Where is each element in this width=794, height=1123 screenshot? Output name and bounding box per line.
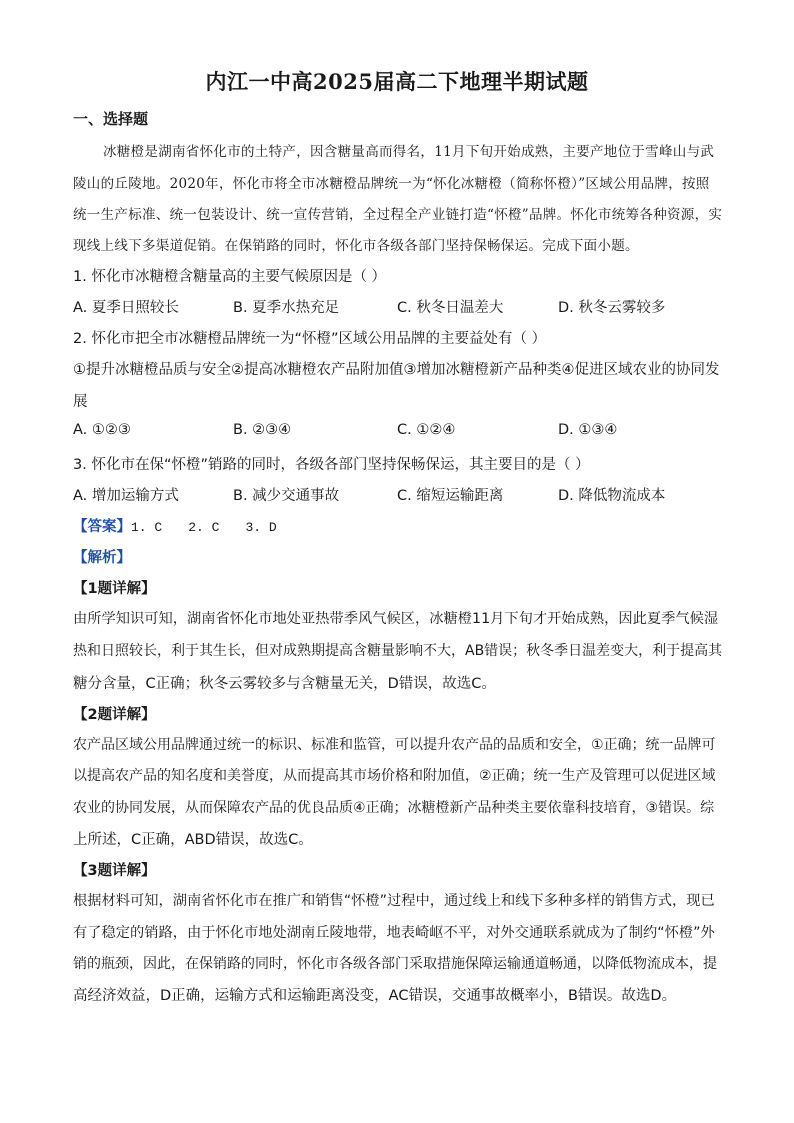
detail-heading: 【1题详解】 <box>73 581 156 597</box>
detail-line: 高经济效益，D正确，运输方式和运输距离没变，AC错误，交通事故概率小，B错误。故选D。 <box>73 988 677 1004</box>
question-stem: 3. 怀化市在保“怀橙”销路的同时，各级各部门坚持保畅保运，其主要目的是（ ） <box>73 457 590 473</box>
question-stem-extra: ①提升冰糖橙品质与安全②提高冰糖橙农产品附加值③增加冰糖橙新产品种类④促进区域农业的协同发 <box>73 362 720 378</box>
detail-line: 糖分含量，C正确；秋冬云雾较多与含糖量无关，D错误，故选C。 <box>73 676 496 692</box>
option-b: B. 减少交通事故 <box>233 488 340 504</box>
section-heading: 一、选择题 <box>73 110 149 128</box>
passage-line: 现线上线下多渠道促销。在保销路的同时，怀化市各级各部门坚持保畅保运。完成下面小题。 <box>73 238 639 254</box>
detail-line: 根据材料可知，湖南省怀化市在推广和销售“怀橙”过程中，通过线上和线下多种多样的销售方式，现已 <box>73 893 715 909</box>
option-b: B. 夏季水热充足 <box>233 300 340 316</box>
option-c: C. 缩短运输距离 <box>397 488 504 504</box>
option-c: C. ①②④ <box>397 422 456 438</box>
question-stem-extra: 展 <box>73 394 88 410</box>
analysis-label: 【解析】 <box>73 550 131 566</box>
answer-label: 【答案】 <box>73 519 131 535</box>
detail-line: 有了稳定的销路，由于怀化市地处湖南丘陵地带，地表崎岖不平，对外交通联系就成为了制约“怀橙”外 <box>73 925 715 941</box>
option-d: D. 降低物流成本 <box>558 488 666 504</box>
passage-line: 冰糖橙是湖南省怀化市的土特产，因含糖量高而得名，11月下旬开始成熟，主要产地位于雪峰山与武 <box>103 144 715 160</box>
detail-heading: 【3题详解】 <box>73 863 156 879</box>
answer-row <box>73 515 277 536</box>
detail-line: 农产品区域公用品牌通过统一的标识、标准和监管，可以提升农产品的品质和安全，①正确；统一品牌可 <box>73 737 716 753</box>
option-d: D. ①③④ <box>558 422 618 438</box>
option-a: A. 增加运输方式 <box>73 488 179 504</box>
answer-value: 2. C <box>188 520 220 535</box>
detail-line: 销的瓶颈，因此，在保销路的同时，怀化市各级各部门采取措施保障运输通道畅通，以降低物流成本，提 <box>73 956 717 972</box>
passage-line: 陵山的丘陵地。2020年，怀化市将全市冰糖橙品牌统一为“怀化冰糖橙（简称怀橙）”区域公用品牌，按照 <box>73 176 710 192</box>
detail-line: 由所学知识可知，湖南省怀化市地处亚热带季风气候区，冰糖橙11月下旬才开始成熟，因此夏季气候湿 <box>73 611 719 627</box>
detail-heading: 【2题详解】 <box>73 707 156 723</box>
answer-value: 3. D <box>245 520 277 535</box>
detail-line: 上所述，C正确，ABD错误，故选C。 <box>73 832 313 848</box>
passage-line: 统一生产标准、统一包装设计、统一宣传营销，全过程全产业链打造“怀橙”品牌。怀化市统筹各种资源，实 <box>73 207 723 223</box>
detail-line: 热和日照较长，利于其生长，但对成熟期提高含糖量影响不大，AB错误；秋冬季日温差变大，利于提高其 <box>73 643 723 659</box>
option-a: A. 夏季日照较长 <box>73 300 179 316</box>
question-stem: 1. 怀化市冰糖橙含糖量高的主要气候原因是（ ） <box>73 269 387 285</box>
option-c: C. 秋冬日温差大 <box>397 300 504 316</box>
option-a: A. ①②③ <box>73 422 131 438</box>
answer-value: 1. C <box>131 520 163 535</box>
option-d: D. 秋冬云雾较多 <box>558 300 666 316</box>
detail-line: 以提高农产品的知名度和美誉度，从而提高其市场价格和附加值，②正确；统一生产及管理可以促进区域 <box>73 768 716 784</box>
detail-line: 农业的协同发展，从而保障农产品的优良品质④正确；冰糖橙新产品种类主要依靠科技培育，③错误。综 <box>73 800 715 816</box>
page-title: 内江一中高2025届高二下地理半期试题 <box>205 69 589 94</box>
question-stem: 2. 怀化市把全市冰糖橙品牌统一为“怀橙”区域公用品牌的主要益处有（ ） <box>73 331 547 347</box>
option-b: B. ②③④ <box>233 422 292 438</box>
